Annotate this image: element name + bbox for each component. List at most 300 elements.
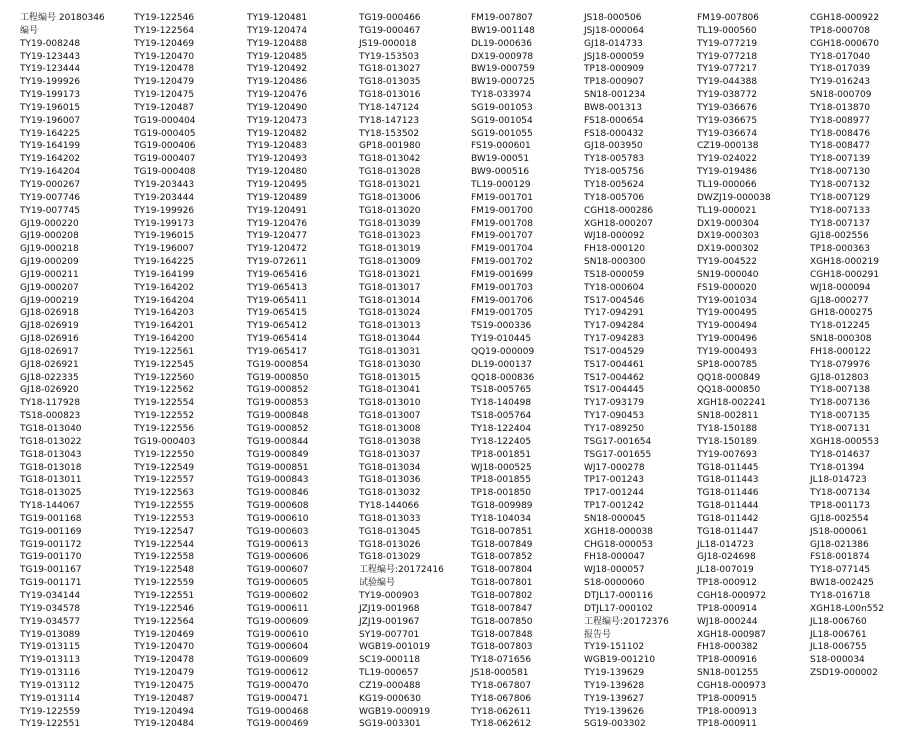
code-column-6 xyxy=(584,12,696,731)
code-cell: TY19-139629 xyxy=(584,668,645,679)
code-cell: TG19-000466 xyxy=(359,13,421,23)
code-cell: TY18-007136 xyxy=(810,398,871,409)
code-cell: TG19-000853 xyxy=(247,398,309,409)
code-cell: TY19-120489 xyxy=(247,192,308,203)
code-cell: TG18-013021 xyxy=(359,269,421,280)
code-cell: TP17-001243 xyxy=(584,475,644,486)
code-cell: TG19-000606 xyxy=(247,552,309,563)
code-cell: TY19-120481 xyxy=(247,13,308,23)
code-cell: TG19-000851 xyxy=(247,462,309,473)
code-cell: TG18-013040 xyxy=(20,424,82,434)
code-cell: TG19-000844 xyxy=(247,436,309,447)
code-cell: TG19-000468 xyxy=(247,706,309,717)
code-column-7 xyxy=(697,12,809,731)
code-cell: TP18-001851 xyxy=(471,449,531,460)
code-cell: TY18-067806 xyxy=(471,693,532,704)
code-cell: TP18-000708 xyxy=(810,25,870,36)
code-cell: WJ18-000094 xyxy=(810,282,871,293)
code-cell: TY18-007138 xyxy=(810,385,871,396)
code-cell: TY19-199926 xyxy=(20,77,81,88)
code-cell: TS17-004546 xyxy=(584,295,645,306)
code-cell: SN18-002811 xyxy=(697,411,759,422)
code-cell: TY18-007137 xyxy=(810,218,871,229)
code-cell: JS18-000581 xyxy=(471,668,529,679)
code-cell: SN18-000709 xyxy=(810,90,872,101)
code-cell: TY19-164199 xyxy=(20,141,81,152)
code-cell: TY18-005783 xyxy=(584,154,645,165)
code-cell: WGB19-001210 xyxy=(584,655,656,666)
code-cell: TG18-013020 xyxy=(359,205,421,216)
code-cell: TG19-000403 xyxy=(134,436,196,447)
code-cell: XGH18-000553 xyxy=(810,436,879,447)
code-cell: TG19-000852 xyxy=(247,385,309,396)
code-cell: SC19-000118 xyxy=(359,655,421,666)
code-cell: TY18-000604 xyxy=(584,282,645,293)
code-cell: TY19-196007 xyxy=(20,115,81,126)
code-cell: BW19-000725 xyxy=(471,77,535,88)
code-cell: TG19-000610 xyxy=(247,513,309,524)
code-cell: TY19-122564 xyxy=(134,616,195,627)
code-cell: WJ18-000525 xyxy=(471,462,532,473)
code-cell: TY18-153502 xyxy=(359,128,420,139)
code-cell: TY18-008977 xyxy=(810,115,871,126)
code-cell: TG18-013011 xyxy=(20,475,82,486)
code-cell: TS18-005765 xyxy=(471,385,532,396)
code-cell: TY19-122559 xyxy=(20,706,81,717)
code-cell: TG18-007804 xyxy=(471,565,533,576)
code-cell: TY19-077217 xyxy=(697,64,758,75)
code-cell: TY19-120484 xyxy=(134,719,195,730)
code-cell: TY19-000495 xyxy=(697,308,758,319)
code-column-5 xyxy=(471,12,583,731)
code-cell: TP17-001244 xyxy=(584,488,644,499)
code-cell: FM19-001700 xyxy=(471,205,533,216)
code-cell: SN18-000300 xyxy=(584,257,646,268)
code-cell: TY19-019486 xyxy=(697,167,758,178)
code-cell: TY18-122404 xyxy=(471,424,532,434)
code-cell: TG18-013038 xyxy=(359,436,421,447)
code-cell: GJ18-021386 xyxy=(810,539,869,550)
code-cell: JL18-007019 xyxy=(697,565,754,576)
code-cell: CZ19-000138 xyxy=(697,141,759,152)
code-cell: FM19-001705 xyxy=(471,308,533,319)
code-cell: TG19-000846 xyxy=(247,488,309,499)
code-cell: TG18-013041 xyxy=(359,385,421,396)
code-cell: TG18-007851 xyxy=(471,526,533,537)
code-cell: TY18-079976 xyxy=(810,359,871,370)
code-cell: TY19-013114 xyxy=(20,693,81,704)
code-cell: TY19-122555 xyxy=(134,501,195,512)
code-cell: TY19-008248 xyxy=(20,38,81,49)
code-cell: TP18-000916 xyxy=(697,655,757,666)
code-cell: TY19-038772 xyxy=(697,90,758,101)
code-cell: TS18-005764 xyxy=(471,411,532,422)
code-cell: TY19-196007 xyxy=(134,244,195,255)
code-cell: CGH18-000973 xyxy=(697,680,767,691)
code-cell: GJ18-024698 xyxy=(697,552,756,563)
code-cell: TG18-007847 xyxy=(471,603,533,614)
code-cell: TY19-065413 xyxy=(247,282,308,293)
code-cell: TY17-094284 xyxy=(584,321,645,332)
code-cell: TY19-036674 xyxy=(697,128,758,139)
code-cell: TG18-011445 xyxy=(697,462,759,473)
code-cell: TG18-013018 xyxy=(20,462,82,473)
code-cell: TG18-013014 xyxy=(359,295,421,306)
code-cell: TG18-007850 xyxy=(471,616,533,627)
code-cell: FM19-001701 xyxy=(471,192,533,203)
code-cell: GJ18-026916 xyxy=(20,334,79,345)
code-cell: TY19-004522 xyxy=(697,257,758,268)
code-cell: TP18-000915 xyxy=(697,693,757,704)
code-cell: TY18-147124 xyxy=(359,102,420,113)
code-cell: TP18-001855 xyxy=(471,475,531,486)
code-cell: TY18-012245 xyxy=(810,321,871,332)
code-cell: TY19-000903 xyxy=(359,590,420,601)
code-cell: TY19-122548 xyxy=(134,565,195,576)
code-cell: TG18-013022 xyxy=(20,436,82,447)
code-cell: XGH18-000207 xyxy=(584,218,653,229)
code-cell: XGH18-000987 xyxy=(697,629,766,640)
code-cell: TY19-164201 xyxy=(134,321,195,332)
code-cell: TY18-077145 xyxy=(810,565,871,576)
code-cell: TG18-009989 xyxy=(471,501,533,512)
code-cell: TY18-01394 xyxy=(810,462,865,473)
code-cell: TY19-001034 xyxy=(697,295,758,306)
code-cell: GJ18-026918 xyxy=(20,308,79,319)
code-cell: TY19-120469 xyxy=(134,38,195,49)
code-cell: TY18-016718 xyxy=(810,590,871,601)
code-cell: TY19-120494 xyxy=(134,706,195,717)
code-cell: SN18-001255 xyxy=(697,668,759,679)
code-cell: TG19-001170 xyxy=(20,552,82,563)
code-cell: TY19-007745 xyxy=(20,205,81,216)
code-cell: FH18-000382 xyxy=(697,642,759,653)
code-cell: TY19-122546 xyxy=(134,603,195,614)
code-cell: TY17-093179 xyxy=(584,398,645,409)
code-cell: JZJ19-001968 xyxy=(359,603,420,614)
code-cell: FS18-000432 xyxy=(584,128,644,139)
code-cell: TY18-122405 xyxy=(471,436,532,447)
code-cell: TY19-199173 xyxy=(20,90,81,101)
code-cell: SG19-001053 xyxy=(471,102,533,113)
code-cell: CGH18-000291 xyxy=(810,269,880,280)
code-cell: QQ18-000836 xyxy=(471,372,535,383)
code-cell: TY19-120487 xyxy=(134,102,195,113)
code-cell: TG18-013035 xyxy=(359,77,421,88)
code-cell: WJ18-000057 xyxy=(584,565,645,576)
code-cell: DL19-000137 xyxy=(471,359,533,370)
code-cell: TG19-000849 xyxy=(247,449,309,460)
code-cell: TG19-001172 xyxy=(20,539,82,550)
code-cell: TY18-007139 xyxy=(810,154,871,165)
code-cell: TY19-120476 xyxy=(247,90,308,101)
code-cell: TY19-139627 xyxy=(584,693,645,704)
code-cell: TY17-094291 xyxy=(584,308,645,319)
code-cell: JL18-006760 xyxy=(810,616,867,627)
code-cell: TY18-005706 xyxy=(584,192,645,203)
code-cell: JL18-014723 xyxy=(697,539,754,550)
code-cell: TY19-000493 xyxy=(697,346,758,357)
code-cell: TY18-007135 xyxy=(810,411,871,422)
code-cell xyxy=(810,693,904,706)
code-cell: SN18-000045 xyxy=(584,513,646,524)
code-cell: BW9-000516 xyxy=(471,167,530,178)
code-cell: TY18-008477 xyxy=(810,141,871,152)
code-cell: TY19-122554 xyxy=(134,398,195,409)
code-cell: TY19-164225 xyxy=(20,128,81,139)
code-cell: TG19-000609 xyxy=(247,616,309,627)
code-cell: TL19-000560 xyxy=(697,25,757,36)
code-cell: TY19-065411 xyxy=(247,295,308,306)
code-cell: TG18-011446 xyxy=(697,488,759,499)
code-cell: QQ19-000009 xyxy=(471,346,535,357)
code-cell: TG19-000602 xyxy=(247,590,309,601)
code-cell: JL18-014723 xyxy=(810,475,867,486)
code-cell: TY19-013113 xyxy=(20,655,81,666)
code-cell: TY19-122551 xyxy=(134,590,195,601)
code-cell: TY19-122550 xyxy=(134,449,195,460)
code-cell: TG18-013028 xyxy=(359,167,421,178)
code-cell: TY19-120474 xyxy=(247,25,308,36)
code-cell: TP18-000907 xyxy=(584,77,644,88)
code-cell: TG19-000612 xyxy=(247,668,309,679)
code-cell: TY18-144067 xyxy=(20,501,81,512)
code-cell: S18-000034 xyxy=(810,655,865,666)
code-cell: TY19-120492 xyxy=(247,64,308,75)
code-cell: TY19-164200 xyxy=(134,334,195,345)
code-cell xyxy=(810,718,904,731)
code-cell: TY19-164199 xyxy=(134,269,195,280)
code-cell: TY17-094283 xyxy=(584,334,645,345)
code-cell: TY18-067807 xyxy=(471,680,532,691)
code-cell: 报告号 xyxy=(584,629,612,640)
code-cell: TG19-000848 xyxy=(247,411,309,422)
code-cell: DWZJ19-000038 xyxy=(697,192,771,203)
code-cell: TS17-004529 xyxy=(584,346,645,357)
code-cell: TS17-004445 xyxy=(584,385,645,396)
code-cell: TG18-011447 xyxy=(697,526,759,537)
code-cell: FM19-001707 xyxy=(471,231,533,242)
code-cell: FM19-001703 xyxy=(471,282,533,293)
code-cell: ZSD19-000002 xyxy=(810,668,878,679)
code-cell: 试验编号 xyxy=(359,578,396,589)
code-cell: TG18-013045 xyxy=(359,526,421,537)
code-cell: TY19-036676 xyxy=(697,102,758,113)
code-cell: TY19-203443 xyxy=(134,179,195,190)
code-cell: TY19-120488 xyxy=(247,38,308,49)
code-cell: JSJ18-000064 xyxy=(584,25,645,36)
code-cell: TY19-122558 xyxy=(134,552,195,563)
code-cell: TY19-120470 xyxy=(134,642,195,653)
code-cell: TP18-001173 xyxy=(810,501,870,512)
code-cell: TY19-151102 xyxy=(584,642,645,653)
code-cell: TY19-120476 xyxy=(247,218,308,229)
code-cell: TG18-011442 xyxy=(697,513,759,524)
code-cell: GH18-000275 xyxy=(810,308,873,319)
code-cell: WGB19-001019 xyxy=(359,642,431,653)
code-cell: TSG17-001654 xyxy=(584,436,652,447)
code-cell: TY19-000494 xyxy=(697,321,758,332)
code-cell xyxy=(810,680,904,693)
code-cell: TS19-000336 xyxy=(471,321,532,332)
code-cell: DX19-000304 xyxy=(697,218,760,229)
code-cell: TY19-065417 xyxy=(247,346,308,357)
code-column-3 xyxy=(247,12,359,731)
code-cell: TY18-007134 xyxy=(810,488,871,499)
code-cell: TY18-017040 xyxy=(810,51,871,62)
code-cell: FM19-007807 xyxy=(471,13,533,23)
code-cell: TG18-013036 xyxy=(359,475,421,486)
code-cell: GJ18-026919 xyxy=(20,321,79,332)
code-cell: TG18-013013 xyxy=(359,321,421,332)
code-cell: TY19-065412 xyxy=(247,321,308,332)
code-cell: TY19-122549 xyxy=(134,462,195,473)
code-cell: GJ18-026917 xyxy=(20,346,79,357)
code-cell: TY19-122560 xyxy=(134,372,195,383)
code-cell: 工程编号:20172376 xyxy=(584,616,669,627)
code-cell: TY19-120473 xyxy=(247,115,308,126)
code-cell: SP18-000785 xyxy=(697,359,758,370)
code-cell: FM19-001699 xyxy=(471,269,533,280)
code-cell: TY19-120479 xyxy=(134,668,195,679)
code-cell: TG18-013027 xyxy=(359,64,421,75)
code-cell: TY18-104034 xyxy=(471,513,532,524)
code-cell: WJ18-000244 xyxy=(697,616,758,627)
code-cell: TG18-013037 xyxy=(359,449,421,460)
code-cell xyxy=(810,706,904,719)
code-cell: TY18-005624 xyxy=(584,179,645,190)
code-cell: JS19-000018 xyxy=(359,38,417,49)
code-cell: TY18-062612 xyxy=(471,719,532,730)
code-cell: TG18-013009 xyxy=(359,257,421,268)
code-cell: JS18-000506 xyxy=(584,13,642,23)
code-cell: TG18-013017 xyxy=(359,282,421,293)
code-cell: GJ19-000208 xyxy=(20,231,79,242)
code-cell: CGH18-000972 xyxy=(697,590,767,601)
code-cell: TY18-033974 xyxy=(471,90,532,101)
code-cell: TG19-000843 xyxy=(247,475,309,486)
code-cell: WGB19-000919 xyxy=(359,706,431,717)
code-cell: TY19-077219 xyxy=(697,38,758,49)
code-cell: TY19-122563 xyxy=(134,488,195,499)
code-column-1 xyxy=(20,12,132,731)
code-column-2 xyxy=(134,12,246,731)
code-cell: TY18-147123 xyxy=(359,115,420,126)
code-cell: TY19-164225 xyxy=(134,257,195,268)
code-cell: TG19-000607 xyxy=(247,565,309,576)
code-cell: TL19-000657 xyxy=(359,668,419,679)
code-cell: KG19-000630 xyxy=(359,693,421,704)
code-cell: TY19-120486 xyxy=(247,77,308,88)
code-cell: S18-0000060 xyxy=(584,578,645,589)
code-cell: TY19-120491 xyxy=(247,205,308,216)
code-cell: SG19-001054 xyxy=(471,115,533,126)
code-cell: TL19-000129 xyxy=(471,179,531,190)
code-cell: JL18-006761 xyxy=(810,629,867,640)
code-cell: TY19-164204 xyxy=(134,295,195,306)
code-cell: GJ18-026920 xyxy=(20,385,79,396)
code-cell: TY19-120470 xyxy=(134,51,195,62)
code-cell: TY19-120475 xyxy=(134,680,195,691)
code-cell: 编号 xyxy=(20,25,39,36)
code-cell: TSG17-001655 xyxy=(584,449,652,460)
code-cell: CZ19-000488 xyxy=(359,680,421,691)
code-cell: TG18-013044 xyxy=(359,334,421,345)
code-cell: TY19-164202 xyxy=(134,282,195,293)
code-cell: SG19-001055 xyxy=(471,128,533,139)
code-cell: TY18-117928 xyxy=(20,398,81,409)
code-cell: JS18-000061 xyxy=(810,526,868,537)
code-cell: FM19-001708 xyxy=(471,218,533,229)
code-cell: TY18-007131 xyxy=(810,424,871,434)
code-cell: GJ18-002554 xyxy=(810,513,869,524)
code-cell: FS19-000020 xyxy=(697,282,757,293)
code-cell: SG19-003301 xyxy=(359,719,421,730)
code-cell: 工程编号 20180346 xyxy=(20,13,105,23)
code-cell: TG19-001168 xyxy=(20,513,82,524)
code-cell: TY19-122551 xyxy=(20,719,81,730)
code-cell: FM19-001706 xyxy=(471,295,533,306)
code-cell: TY19-013112 xyxy=(20,680,81,691)
code-cell: TY19-120490 xyxy=(247,102,308,113)
code-cell: TY19-123443 xyxy=(20,51,81,62)
code-cell: TY19-120477 xyxy=(247,231,308,242)
code-cell: TP18-000363 xyxy=(810,244,870,255)
code-cell: TL19-000021 xyxy=(697,205,757,216)
code-cell: TY19-044388 xyxy=(697,77,758,88)
code-cell: TY19-034577 xyxy=(20,616,81,627)
code-cell: CGH18-000286 xyxy=(584,205,654,216)
code-cell: TG18-007848 xyxy=(471,629,533,640)
code-cell: TY19-122559 xyxy=(134,578,195,589)
code-cell: TY18-140498 xyxy=(471,398,532,409)
code-cell: XGH18-002241 xyxy=(697,398,766,409)
code-cell: TG19-000605 xyxy=(247,578,309,589)
code-cell: WJ18-000092 xyxy=(584,231,645,242)
code-cell: TG18-013032 xyxy=(359,488,421,499)
code-cell: GP18-001980 xyxy=(359,141,421,152)
code-cell: TG18-013039 xyxy=(359,218,421,229)
code-cell: TG18-007801 xyxy=(471,578,533,589)
code-cell: TY18-007133 xyxy=(810,205,871,216)
code-cell: XGH18-000219 xyxy=(810,257,879,268)
code-cell: TY19-120493 xyxy=(247,154,308,165)
code-cell: TY18-007132 xyxy=(810,179,871,190)
code-cell: TY19-122564 xyxy=(134,25,195,36)
code-cell: GJ18-003950 xyxy=(584,141,643,152)
code-cell: SY19-007701 xyxy=(359,629,420,640)
code-cell: BW19-001148 xyxy=(471,25,535,36)
code-cell: TG19-000406 xyxy=(134,141,196,152)
code-cell: CHG18-000053 xyxy=(584,539,654,550)
code-cell: TY17-090453 xyxy=(584,411,645,422)
code-cell: TG18-013019 xyxy=(359,244,421,255)
code-cell: SN19-000040 xyxy=(697,269,759,280)
code-cell: SG19-003302 xyxy=(584,719,646,730)
code-cell: TP18-000914 xyxy=(697,603,757,614)
code-cell: TY19-013116 xyxy=(20,668,81,679)
code-cell: DX19-000303 xyxy=(697,231,760,242)
code-cell: TG18-013008 xyxy=(359,424,421,434)
code-cell: TP18-000912 xyxy=(697,578,757,589)
code-cell: TY19-122545 xyxy=(134,359,195,370)
code-cell: GJ18-000277 xyxy=(810,295,869,306)
code-cell: DTJL17-000102 xyxy=(584,603,654,614)
code-cell: TP18-000911 xyxy=(697,719,757,730)
code-cell: TS17-004462 xyxy=(584,372,645,383)
code-cell: TG18-013006 xyxy=(359,192,421,203)
code-cell: TG18-013023 xyxy=(359,231,421,242)
